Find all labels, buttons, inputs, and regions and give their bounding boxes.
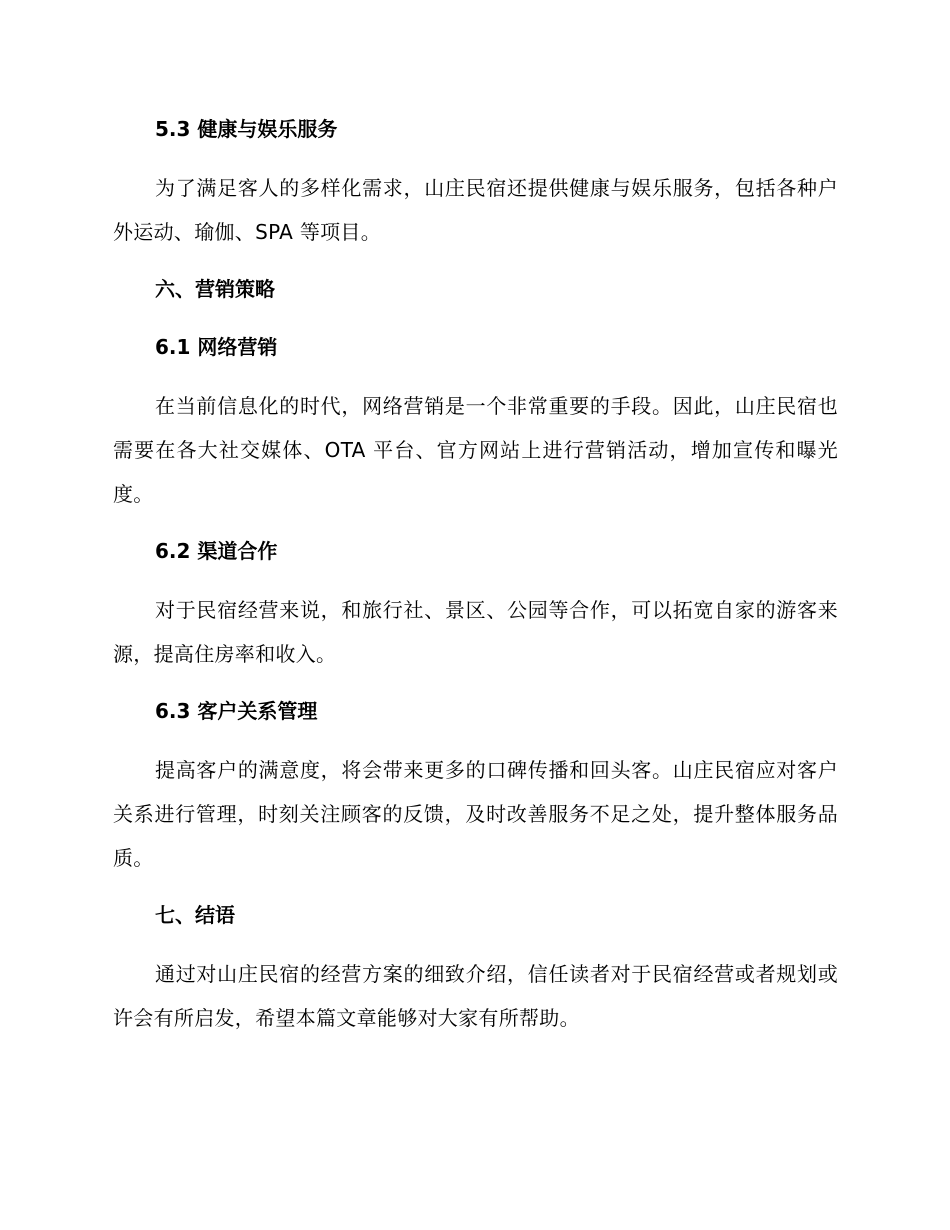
section-paragraph-6-1: 在当前信息化的时代，网络营销是一个非常重要的手段。因此，山庄民宿也需要在各大社交媒体、OTA 平台、官方网站上进行营销活动，增加宣传和曝光度。 <box>113 394 838 506</box>
section-heading-6-1: 6.1 网络营销 <box>155 335 278 359</box>
section-heading-6-2: 6.2 渠道合作 <box>155 539 278 563</box>
chapter-heading-7: 七、结语 <box>155 903 235 927</box>
chapter-heading-6: 六、营销策略 <box>155 277 275 301</box>
section-heading-5-3: 5.3 健康与娱乐服务 <box>155 117 338 141</box>
section-paragraph-6-3: 提高客户的满意度，将会带来更多的口碑传播和回头客。山庄民宿应对客户关系进行管理，时刻关注顾客的反馈，及时改善服务不足之处，提升整体服务品质。 <box>113 758 838 870</box>
section-heading-6-3: 6.3 客户关系管理 <box>155 699 318 723</box>
section-paragraph-6-2: 对于民宿经营来说，和旅行社、景区、公园等合作，可以拓宽自家的游客来源，提高住房率和收入。 <box>113 598 838 666</box>
section-paragraph-5-3: 为了满足客人的多样化需求，山庄民宿还提供健康与娱乐服务，包括各种户外运动、瑜伽、SPA 等项目。 <box>113 176 838 244</box>
section-paragraph-7: 通过对山庄民宿的经营方案的细致介绍，信任读者对于民宿经营或者规划或许会有所启发，希望本篇文章能够对大家有所帮助。 <box>113 962 838 1030</box>
